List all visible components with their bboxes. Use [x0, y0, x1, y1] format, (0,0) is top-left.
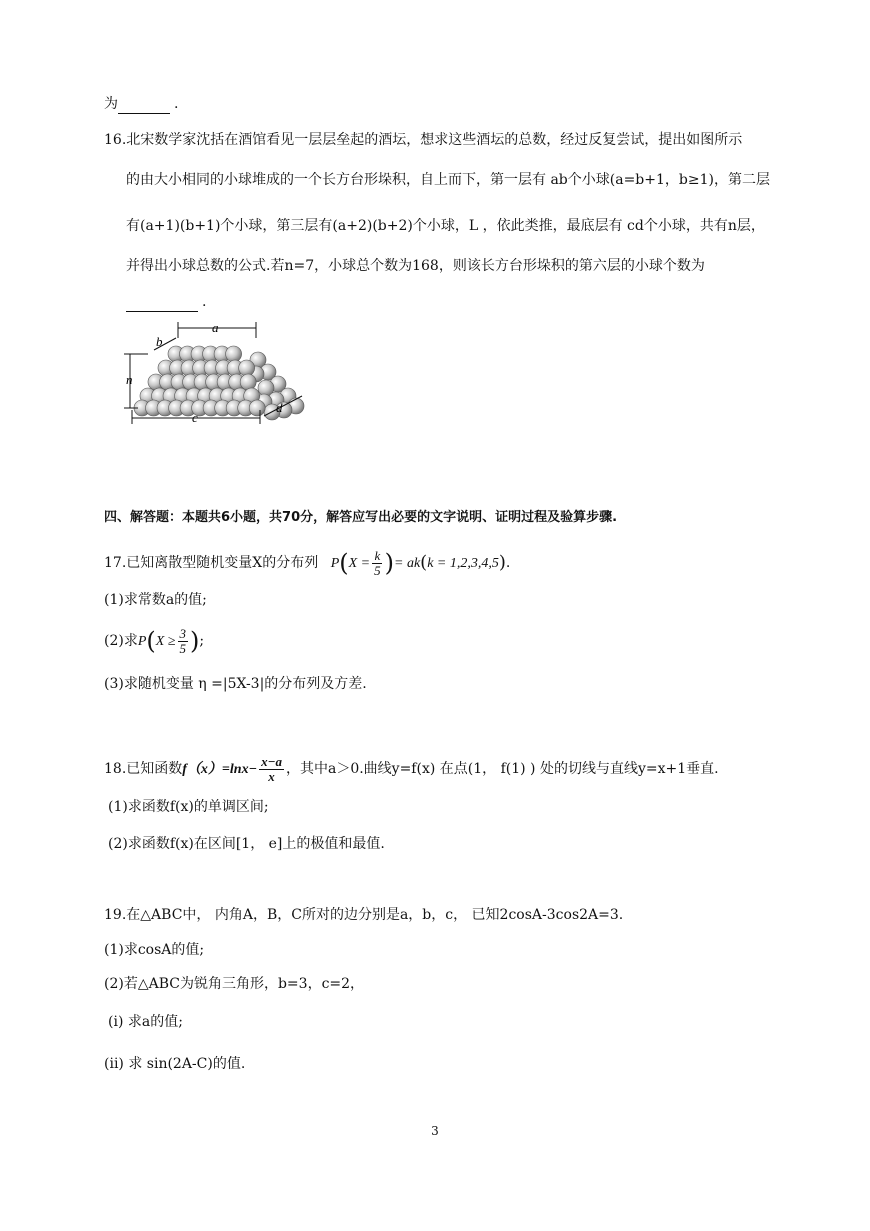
ball-stack-figure [118, 316, 308, 428]
q16-blank [126, 297, 198, 312]
q15-blank [118, 99, 170, 114]
q18-stem-prefix: 18.已知函数 [104, 761, 183, 777]
q17-part2-p: P [137, 634, 147, 649]
q17-part3: (3)求随机变量 η =|5X-3|的分布列及方差. [104, 676, 367, 692]
q16-line3: 有(a+1)(b+1)个小球，第三层有(a+2)(b+2)个小球，L ，依此类推，最底层有 cd个小球，共有n层， [126, 218, 765, 234]
q17-num: k [374, 547, 381, 563]
q15-answer-line [104, 94, 178, 114]
q15-prefix: 为 [104, 96, 118, 112]
q17-part2 [104, 624, 204, 659]
q17-den: 5 [374, 562, 381, 578]
q18-stem-suffix: ，其中a＞0.曲线y=f(x) 在点(1， f(1) ) 处的切线与直线y=x+1垂直. [285, 761, 719, 777]
q17-part1: (1)求常数a的值; [104, 592, 207, 608]
q17-part2-num: 3 [179, 625, 187, 641]
q17-part2-rparen: ) [190, 627, 200, 655]
q18-stem [104, 752, 719, 787]
q17-lparen2: ( [420, 552, 428, 573]
q18-func-den: x [268, 768, 275, 784]
label-d: d [276, 400, 283, 415]
q16-line4: 并得出小球总数的公式.若n=7，小球总个数为168，则该长方台形垛积的第六层的小球个数为 [126, 258, 705, 274]
q17-right: = ak [394, 556, 421, 571]
q17-part2-prefix: (2)求 [104, 633, 138, 649]
q18-func-lhs: f（x）=lnx− [182, 762, 258, 777]
label-a: a [212, 320, 219, 335]
q17-part2-left: X ≥ [155, 634, 176, 649]
q17-p: P [330, 556, 340, 571]
q16-answer-line [126, 292, 206, 312]
q17-lparen: ( [339, 549, 349, 577]
q17-stem-prefix: 17.已知离散型随机变量X的分布列 [104, 555, 319, 571]
q17-part2-fraction [178, 627, 189, 656]
q17-rparen2: ) [498, 552, 506, 573]
ball [239, 360, 255, 376]
q18-part2: (2)求函数f(x)在区间[1， e]上的极值和最值. [108, 836, 385, 852]
q16-line1: 16.北宋数学家沈括在酒馆看见一层层垒起的酒坛，想求这些酒坛的总数，经过反复尝试，提出如图所示 [104, 132, 743, 148]
label-n: n [126, 372, 133, 387]
q17-paren-content: k = 1,2,3,4,5 [427, 556, 499, 571]
q18-func-num: x−a [261, 753, 282, 769]
q17-part2-lparen: ( [146, 627, 156, 655]
q19-part2-ii: (ii) 求 sin(2A-C)的值. [104, 1056, 246, 1072]
q17-fraction [372, 549, 383, 578]
q18-part1: (1)求函数f(x)的单调区间; [108, 799, 269, 815]
section-4-title: 四、解答题：本题共6小题，共70分，解答应写出必要的文字说明、证明过程及验算步骤. [104, 510, 618, 525]
q17-part2-end: ; [199, 633, 205, 649]
label-b: b [156, 334, 163, 349]
q19-part1: (1)求cosA的值; [104, 942, 205, 958]
ball [249, 400, 265, 416]
q19-part2: (2)若△ABC为锐角三角形，b=3，c=2， [104, 976, 365, 992]
page-number: 3 [431, 1124, 439, 1138]
q16-blank-tail: . [202, 294, 207, 310]
q17-left: X = [348, 556, 371, 571]
ball [226, 346, 242, 362]
q19-part2-i: (i) 求a的值; [108, 1014, 183, 1030]
q19-stem: 19.在△ABC中， 内角A，B，C所对的边分别是a，b，c， 已知2cosA-3cos2A=3. [104, 907, 624, 923]
q17-rparen: ) [384, 549, 394, 577]
q16-line2: 的由大小相同的小球堆成的一个长方台形垛积，自上而下，第一层有 ab个小球(a=b+1，b≥1)，第二层 [126, 172, 770, 188]
q17-end: . [505, 555, 511, 571]
ball [240, 374, 256, 390]
q17-stem [104, 548, 510, 579]
q17-part2-den: 5 [179, 640, 187, 656]
q18-func-fraction [259, 755, 284, 784]
label-c: c [192, 410, 198, 425]
q15-suffix: . [174, 96, 179, 112]
